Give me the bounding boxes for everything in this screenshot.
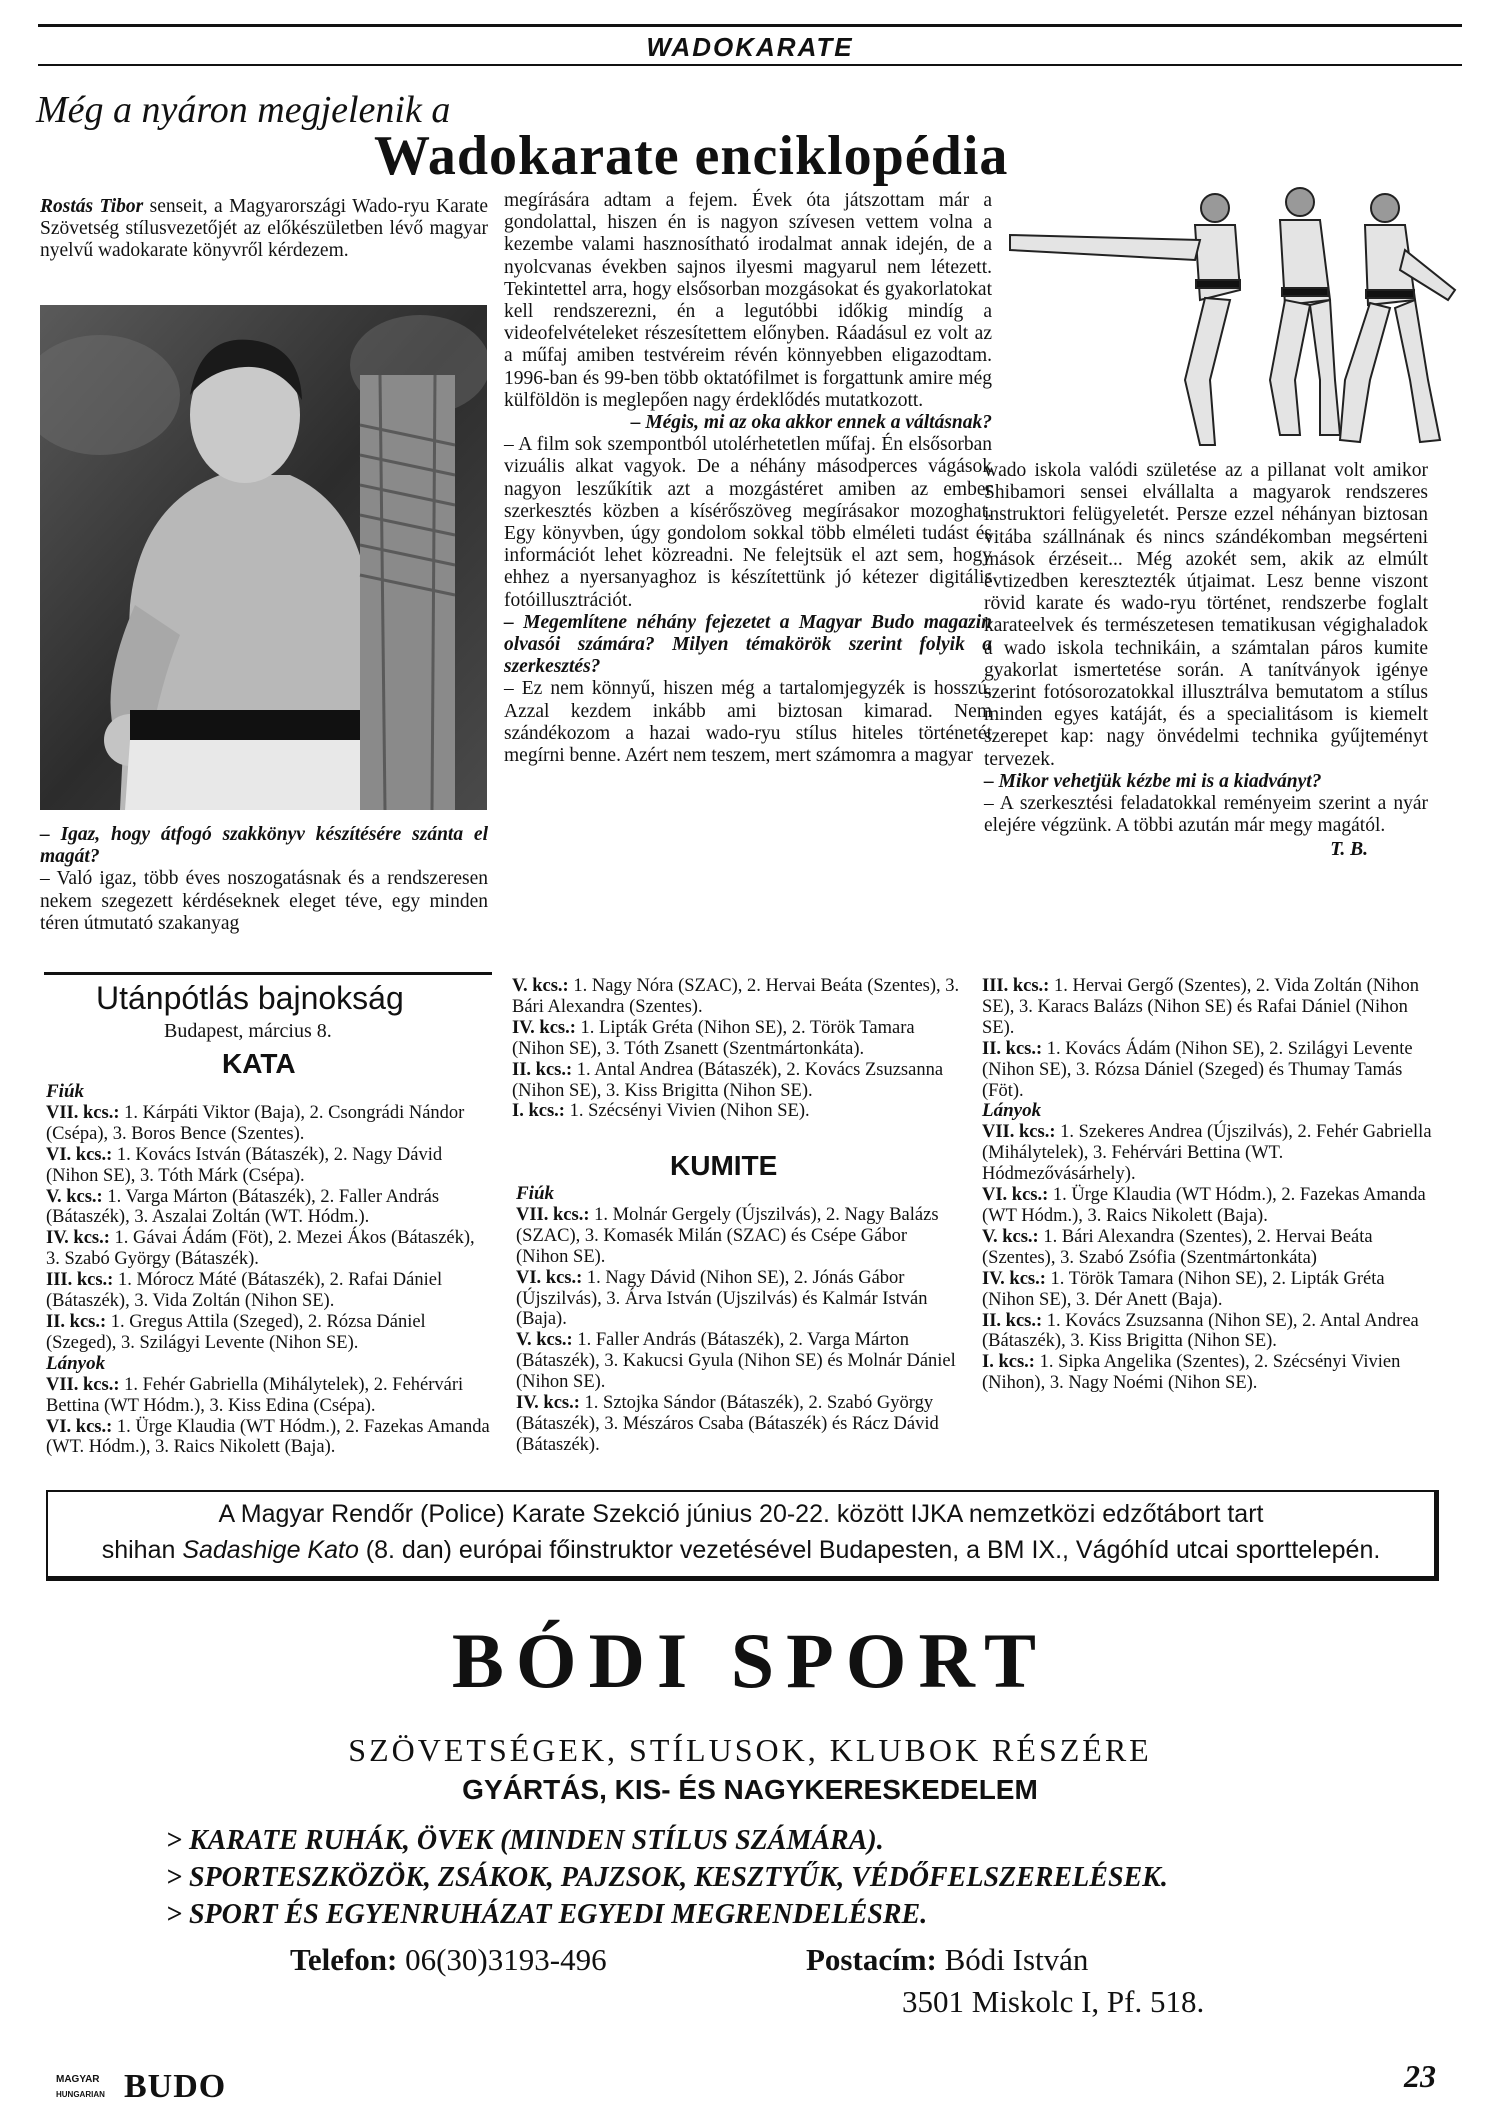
results-entry [516, 1393, 962, 1456]
notice-name: Sadashige Kato [182, 1536, 359, 1564]
category-label: VI. kcs.: [982, 1185, 1049, 1206]
portrait-image [40, 305, 487, 810]
section-header: WADOKARATE [646, 32, 854, 62]
category-results: 1. Kárpáti Viktor (Baja), 2. Csongrádi Nándor (Csépa), 3. Boros Bence (Szentes). [46, 1102, 465, 1144]
category-label: III. kcs.: [46, 1270, 114, 1291]
results-entry [46, 1270, 492, 1312]
article-col-3 [984, 460, 1428, 862]
logo-budo: BUDO [124, 2068, 227, 2105]
results-entry [512, 1018, 962, 1060]
ad-phone [290, 1942, 607, 1978]
notice-line-2-a: shihan [101, 1536, 183, 1564]
results-entry [982, 1227, 1432, 1269]
karate-action-photo [1000, 180, 1460, 460]
category-label: I. kcs.: [982, 1352, 1035, 1373]
ad-item-2: > SPORTESZKÖZÖK, ZSÁKOK, PAJZSOK, KESZTYŰK, VÉDŐFELSZERELÉSEK. [166, 1862, 1168, 1893]
category-results: 1. Török Tamara (Nihon SE), 2. Lipták Gréta (Nihon SE), 3. Dér Anett (Baja). [982, 1268, 1385, 1310]
portrait-photo [40, 305, 487, 810]
category-results: 1. Kovács István (Bátaszék), 2. Nagy Dávid (Nihon SE), 3. Tóth Márk (Csépa). [46, 1144, 443, 1186]
category-results: 1. Nagy Dávid (Nihon SE), 2. Jónás Gábor (Újszilvás), 3. Árva István (Ujszilvás) és Kalmár István (Baja). [516, 1267, 928, 1330]
kumite-heading: KUMITE [670, 1150, 778, 1181]
results-col-2-top [512, 976, 962, 1122]
karate-figures-image [1000, 180, 1460, 460]
category-results: 1. Bári Alexandra (Szentes), 2. Hervai Beáta (Szentes), 3. Szabó Zsófia (Szentmártonkáta) [982, 1226, 1373, 1268]
results-rule [44, 972, 492, 975]
category-results: 1. Gregus Attila (Szeged), 2. Rózsa Dániel (Szeged), 3. Szilágyi Levente (Nihon SE). [46, 1311, 426, 1353]
category-results: 1. Gávai Ádám (Föt), 2. Mezei Ákos (Bátaszék), 3. Szabó György (Bátaszék). [46, 1228, 475, 1270]
ad-post-label: Postacím: [806, 1942, 937, 1977]
category-label: V. kcs.: [512, 976, 569, 996]
category-results: 1. Lipták Gréta (Nihon SE), 2. Török Tamara (Nihon SE), 3. Tóth Zsanett (Szentmártonkáta). [512, 1017, 915, 1059]
results-entry [982, 1311, 1432, 1353]
results-title: Utánpótlás bajnokság [96, 980, 404, 1016]
category-label: VII. kcs.: [982, 1122, 1056, 1143]
category-results: 1. Sztojka Sándor (Bátaszék), 2. Szabó György (Bátaszék), 3. Mészáros Csaba (Bátaszék) és Rácz Dávid (Bátaszék). [516, 1393, 939, 1455]
page-number: 23 [1404, 2058, 1436, 2094]
results-entry [46, 1312, 492, 1354]
results-entry [512, 1060, 962, 1102]
results-entry [982, 1269, 1432, 1311]
question-1: – Igaz, hogy átfogó szakkönyv készítésére szánta el magát? [40, 824, 488, 868]
answer-2: – A film sok szempontból utolérhetetlen műfaj. Én elsősorban vizuális alkat vagyok. De a néhány másodperces vágások nagyon leszűkítik azt a mozgástéret amiben az ember szerkesztés közben a kísérőszöveg megírásakor mozoghat. Egy könyvben, úgy gondolom sokkal több elméleti tudást és információt lehet közreadni. Ne felejtsük el azt sem, hogy ehhez a nyersanyaghoz is készítettünk jó kétezer digitális fotóillusztrációt. [504, 434, 992, 611]
results-col-1 [46, 1082, 492, 1458]
category-results: 1. Sipka Angelika (Szentes), 2. Szécsényi Vivien (Nihon), 3. Nagy Noémi (Nihon SE). [982, 1352, 1401, 1394]
ad-post [806, 1942, 1088, 1978]
ad-item-1: > KARATE RUHÁK, ÖVEK (MINDEN STÍLUS SZÁMÁRA). [166, 1825, 884, 1856]
category-label: VI. kcs.: [46, 1144, 113, 1165]
category-results: 1. Molnár Gergely (Újszilvás), 2. Nagy Balázs (SZAC), 3. Komasék Milán (SZAC) és Csépe Gábor (Nihon SE). [516, 1204, 939, 1267]
category-label: IV. kcs.: [982, 1268, 1046, 1289]
category-label: III. kcs.: [982, 976, 1050, 996]
magyar-budo-logo [56, 2064, 236, 2110]
notice-line-2-b: (8. dan) európai főinstruktor vezetésével Budapesten, a BM IX., Vágóhíd utcai sporttelepén. [358, 1536, 1381, 1564]
category-results: 1. Kovács Zsuzsanna (Nihon SE), 2. Antal Andrea (Bátaszék), 3. Kiss Brigitta (Nihon SE). [982, 1310, 1419, 1352]
question-3: – Megemlítene néhány fejezetet a Magyar Budo magazin olvasói számára? Milyen témakörök szerint folyik a szerkesztés? [504, 611, 992, 678]
ad-phone-number: 06(30)3193-496 [405, 1942, 607, 1977]
results-entry [46, 1228, 492, 1270]
ad-phone-label: Telefon: [290, 1942, 398, 1977]
category-results: 1. Nagy Nóra (SZAC), 2. Hervai Beáta (Szentes), 3. Bári Alexandra (Szentes). [512, 976, 960, 1017]
answer-4: – A szerkesztési feladatokkal reményeim szerint a nyár elejére végzünk. A többi azután már megy magától. [984, 793, 1428, 837]
category-label: II. kcs.: [512, 1059, 573, 1080]
results-place-date: Budapest, március 8. [164, 1020, 332, 1042]
signature: T. B. [1330, 839, 1368, 861]
category-results: 1. Szekeres Andrea (Újszilvás), 2. Fehér Gabriella (Mihálytelek), 3. Fehérvári Bettina (WT. Hódmezővásárhely). [982, 1122, 1432, 1185]
ad-brand: BÓDI SPORT [451, 1617, 1049, 1704]
category-results: 1. Varga Márton (Bátaszék), 2. Faller András (Bátaszék), 3. Aszalai Zoltán (WT. Hódm.). [46, 1186, 440, 1228]
ad-item-3: > SPORT ÉS EGYENRUHÁZAT EGYEDI MEGRENDELÉSRE. [166, 1899, 928, 1930]
logo-line-2: HUNGARIAN [56, 2090, 105, 2099]
category-label: VII. kcs.: [46, 1102, 120, 1123]
results-entry [982, 1185, 1432, 1227]
category-label: V. kcs.: [516, 1330, 573, 1351]
category-label: IV. kcs.: [46, 1228, 110, 1249]
category-label: VI. kcs.: [516, 1267, 583, 1288]
results-col-2-bottom [516, 1184, 962, 1456]
notice-line-2 [48, 1536, 1434, 1565]
category-label: I. kcs.: [512, 1101, 565, 1122]
category-results: 1. Hervai Gergő (Szentes), 2. Vida Zoltán (Nihon SE), 3. Karacs Balázs (Nihon SE) és Rafai Dániel (Nihon SE). [982, 976, 1420, 1038]
category-results: 1. Kovács Ádám (Nihon SE), 2. Szilágyi Levente (Nihon SE), 3. Rózsa Dániel (Szeged) és Thumay Tamás (Föt). [982, 1038, 1413, 1101]
results-group-heading: Lányok [46, 1352, 106, 1374]
question-2: – Mégis, mi az oka akkor ennek a váltásnak? [630, 412, 992, 434]
question-4: – Mikor vehetjük kézbe mi is a kiadványt? [984, 770, 1322, 792]
category-label: V. kcs.: [982, 1226, 1039, 1247]
category-results: 1. Ürge Klaudia (WT Hódm.), 2. Fazekas Amanda (WT Hódm.), 3. Raics Nikolett (Baja). [982, 1185, 1426, 1226]
category-label: VI. kcs.: [46, 1416, 113, 1437]
category-label: VII. kcs.: [516, 1204, 590, 1225]
results-entry [982, 1352, 1432, 1394]
article-kicker: Még a nyáron megjelenik a [36, 89, 451, 131]
top-rule [38, 24, 1462, 27]
category-results: 1. Antal Andrea (Bátaszék), 2. Kovács Zsuzsanna (Nihon SE), 3. Kiss Brigitta (Nihon SE). [512, 1059, 944, 1101]
category-results: 1. Ürge Klaudia (WT Hódm.), 2. Fazekas Amanda (WT. Hódm.), 3. Raics Nikolett (Baja). [46, 1416, 490, 1458]
intro-text: senseit, a Magyarországi Wado-ryu Karate Szövetség stílusvezetőjét az előkészületben lévő magyar nyelvű wadokarate könyvről kérdezem. [40, 196, 489, 262]
logo-line-1: MAGYAR [56, 2074, 100, 2085]
article-title: Wadokarate enciklopédia [374, 125, 1009, 187]
answer-3-cont: wado iskola valódi születése az a pillanat volt amikor Shibamori sensei elvállalta a magyarok rendszeres instruktori felügyeletét. Persze ezzel néhányan biztosan vitába szállnának és nincs szándékomban megsérteni mások érzéseit... Még azokét sem, akik az elmúlt évtizedben keresztezték útjaimat. Lesz benne viszont rövid karate és wado-ryu történet, rendszerbe foglalt karateelvek és természetesen tematikusan végighaladok a wado iskola technikáin, a számtalan páros kumite gyakorlat ismertetése során. A tanítványok igénye szerint fotósorozatokkal illusztrálva bemutatom a stílus minden egyes katáját, és a specialitásom is kiemelt szerepet kap: nagy önvédelmi technika gyűjteményt tervezek. [984, 460, 1428, 770]
category-label: II. kcs.: [982, 1310, 1043, 1331]
results-entry [516, 1268, 962, 1331]
category-results: 1. Mórocz Máté (Bátaszék), 2. Rafai Dániel (Bátaszék), 3. Vida Zoltán (Nihon SE). [46, 1270, 443, 1312]
results-entry [982, 1039, 1432, 1102]
category-results: 1. Faller András (Bátaszék), 2. Varga Márton (Bátaszék), 3. Kakucsi Gyula (Nihon SE) és Molnár Dániel (Nihon SE). [516, 1330, 956, 1393]
category-results: 1. Szécsényi Vivien (Nihon SE). [569, 1101, 810, 1122]
kata-heading: KATA [222, 1048, 296, 1079]
ad-subline: GYÁRTÁS, KIS- ÉS NAGYKERESKEDELEM [462, 1774, 1038, 1805]
category-label: IV. kcs.: [516, 1393, 580, 1414]
results-entry [982, 1122, 1432, 1185]
article-col-1 [40, 196, 488, 263]
results-col-3 [982, 976, 1432, 1394]
results-entry [512, 976, 962, 1018]
answer-1-start: – Való igaz, több éves noszogatásnak és a rendszeresen nekem szegezett kérdéseknek eleget téve, egy minden téren útmutató szakanyag [40, 868, 488, 934]
answer-3-start: – Ez nem könnyű, hiszen még a tartalomjegyzék is hosszú. Azzal kezdem inkább ami biztosan kimarad. Nem szándékozom a hazai wado-ryu stílus hiteles történetét megírni benne. Azért nem teszem, mert számomra a magyar [504, 678, 992, 767]
results-entry [46, 1145, 492, 1187]
article-col-1-bottom [40, 824, 488, 935]
results-entry [516, 1330, 962, 1393]
category-label: II. kcs.: [982, 1038, 1043, 1059]
results-group-heading: Fiúk [516, 1183, 555, 1204]
ad-post-address: 3501 Miskolc I, Pf. 518. [902, 1984, 1205, 2019]
notice-line-1: A Magyar Rendőr (Police) Karate Szekció június 20-22. között IJKA nemzetközi edzőtábort tart [218, 1500, 1264, 1528]
results-group-heading: Lányok [982, 1100, 1042, 1122]
answer-1-cont: megírására adtam a fejem. Évek óta játszottam már a gondolattal, hiszen én is nagyon szívesen vettem volna a kezembe valami hasznosítható irodalmat annak idején, de a nyolcvanas években sajnos ilyesmi magyarul nem létezett. Tekintettel arra, hogy elsősorban mozgásokat és gyakorlatokat kell rendszerezni, én a legutóbbi időkig mindíg a videofelvételeket részesítettem előnyben. Ráadásul ez volt az a műfaj amiben testvéreim révén könnyebben eligazodtam. 1996-ban és 99-ben több oktatófilmet is forgattunk amire még külföldön is meglepően nagy érdeklődés mutatkozott. [504, 190, 992, 411]
results-entry [46, 1417, 492, 1459]
category-label: IV. kcs.: [512, 1017, 576, 1038]
notice-box [46, 1490, 1439, 1581]
ad-post-name: Bódi István [944, 1942, 1089, 1977]
results-entry [516, 1205, 962, 1268]
results-entry [982, 976, 1432, 1039]
category-results: 1. Fehér Gabriella (Mihálytelek), 2. Fehérvári Bettina (WT Hódm.), 3. Kiss Edina (Csépa). [46, 1374, 464, 1416]
results-entry [46, 1375, 492, 1417]
results-entry [46, 1187, 492, 1229]
header-rule [38, 64, 1462, 66]
results-entry [512, 1101, 962, 1122]
article-col-2 [504, 190, 992, 767]
results-entry [46, 1103, 492, 1145]
ad-tagline: SZÖVETSÉGEK, STÍLUSOK, KLUBOK RÉSZÉRE [348, 1732, 1152, 1768]
category-label: V. kcs.: [46, 1186, 103, 1207]
category-label: II. kcs.: [46, 1311, 107, 1332]
category-label: VII. kcs.: [46, 1374, 120, 1395]
author-name: Rostás Tibor [40, 196, 144, 217]
results-group-heading: Fiúk [46, 1081, 85, 1102]
intro-paragraph [40, 196, 488, 263]
